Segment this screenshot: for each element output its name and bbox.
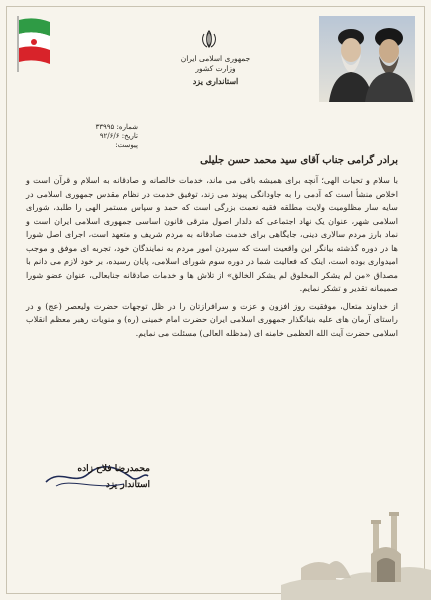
letterhead (0, 0, 431, 112)
letter-date: تاریخ: ۹۲/۶/۶ (99, 132, 138, 140)
letter-body (26, 155, 398, 455)
republic-emblem-icon (200, 30, 218, 48)
header-office: استانداری یزد (192, 76, 239, 86)
mosque-illustration-image (281, 470, 431, 600)
letter-meta (18, 122, 138, 150)
paragraph-1: با سلام و تحیات الهی؛ آنچه برای همیشه باقی می ماند، خدمات خالصانه و صادقانه به اسلام و قرآن است و اخلاص منشأ است که آدمی را به جاودانگی پیوند می زند، توفیق خدمت در نظام مقدس جمهوری اسلامی در سایه سار مظلومیت ولایت مطلقه فقیه نعمت بزرگی است که حمد و سپاس مستمر الهی را طلبد، شورای اسلامی شهر، عنوان یک نهاد اجتماعی که دلدار اصول مترقی قانون اساسی جمهوری اسلامی ایران است و نماد بارز مردم سالاری دینی، جایگاهی برای خدمت صادقانه به مردم شریف و متعهد است، اجرای اصل شورا ها در دوره گذشته بیانگر این واقعیت است که سپردن امور مردم به نمایندگان خود، تجربه ای موفق و موجب امیدواری بوده است، اینک که فعالیت شما در دوره سوم شورای اسلامی، پایان رسیده، بر خود لازم می دانم با مصداق «من لم یشکر المخلوق لم یشکر الخالق» از تلاش ها و خدمات صادقانه جنابعالی، عنوان عضو شورا صمیمانه تقدیر و تشکر نمایم. (26, 175, 398, 294)
signer-title: استاندار یزد (105, 480, 150, 490)
signer-name: محمدرضا فلاح زاده (77, 464, 150, 474)
signature-block (40, 464, 150, 490)
paragraph-2: از خداوند متعال، موفقیت روز افزون و عزت و سرافرازتان را در ظل توجهات حضرت ولیعصر (عج) و در راستای آرمان های علیه بنیانگذار جمهوری اسلامی ایران حضرت امام خمینی (ره) و منویات رهبر معظم انقلاب اسلامی حضرت آیت الله العظمی خامنه ای (مدظله العالی) مسئلت می نمایم. (26, 300, 398, 338)
salutation: برادر گرامی جناب آقای سید محمد حسن جلیلی (200, 155, 398, 166)
header-republic: جمهوری اسلامی ایران (180, 54, 251, 63)
leaders-portrait-image (319, 16, 415, 102)
letter-number: شماره: ۳۳۹۹۵ (95, 123, 138, 131)
header-ministry: وزارت کشور (195, 64, 236, 73)
letter-attachment: پیوست: (115, 141, 138, 149)
